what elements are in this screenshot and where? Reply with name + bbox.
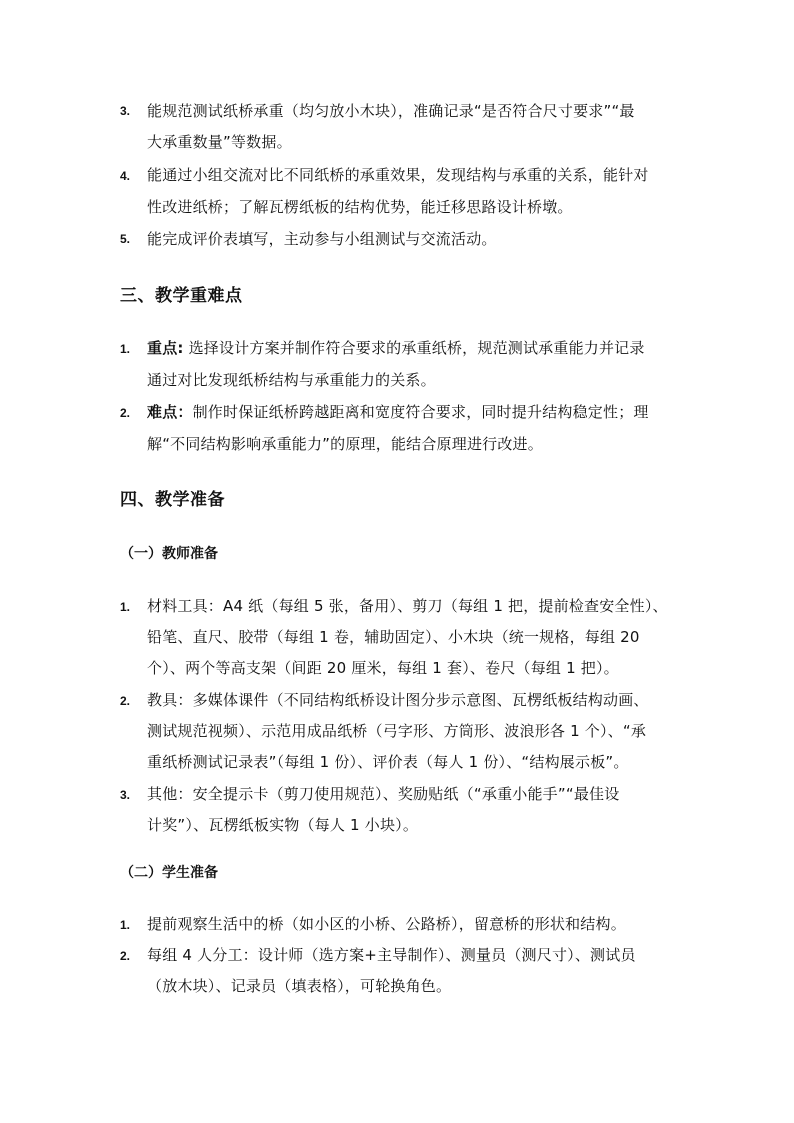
list-item-text: 提前观察生活中的桥（如小区的小桥、公路桥），留意桥的形状和结构。 [147, 915, 626, 933]
list-item-text: 性改进纸桥；了解瓦楞纸板的结构优势，能迁移思路设计桥墩。 [147, 198, 573, 216]
list-item-text: 测试规范视频）、示范用成品纸桥（弓字形、方筒形、波浪形各 1 个）、“承 [147, 722, 647, 740]
list-number: 1. [120, 342, 131, 356]
keyword-label: 重点: [147, 339, 184, 357]
list-item-text: 通过对比发现纸桥结构与承重能力的关系。 [147, 371, 436, 389]
section-heading: 四、教学准备 [120, 490, 225, 510]
list-item-text: 重纸桥测试记录表”（每组 1 份）、评价表（每人 1 份）、“结构展示板”。 [147, 753, 629, 771]
list-number: 2. [120, 694, 131, 708]
list-number: 3. [120, 788, 131, 802]
list-number: 2. [120, 406, 131, 420]
list-item-rest: 制作时保证纸桥跨越距离和宽度符合要求，同时提升结构稳定性；理 [192, 403, 649, 421]
list-item-text: 大承重数量”等数据。 [147, 133, 292, 151]
list-item-text: 教具：多媒体课件（不同结构纸桥设计图分步示意图、瓦楞纸板结构动画、 [147, 691, 649, 709]
list-item-text: 解“不同结构影响承重能力”的原理，能结合原理进行改进。 [147, 435, 543, 453]
list-item-text: 铅笔、直尺、胶带（每组 1 卷，辅助固定）、小木块（统一规格，每组 20 [147, 628, 640, 646]
section-heading: 三、教学重难点 [120, 286, 243, 306]
list-item-text: 个）、两个等高支架（间距 20 厘米，每组 1 套）、卷尺（每组 1 把）。 [147, 659, 619, 677]
list-item-text: 能完成评价表填写，主动参与小组测试与交流活动。 [147, 230, 497, 248]
list-item-text: 其他：安全提示卡（剪刀使用规范）、奖励贴纸（“承重小能手”“最佳设 [147, 785, 620, 803]
subsection-heading: （一）教师准备 [120, 546, 218, 562]
list-item-text: 每组 4 人分工：设计师（选方案+主导制作）、测量员（测尺寸）、测试员 [147, 946, 636, 964]
list-item-rest: 选择设计方案并制作符合要求的承重纸桥，规范测试承重能力并记录 [183, 339, 645, 357]
list-item-text: （放木块）、记录员（填表格），可轮换角色。 [147, 977, 452, 995]
list-item-text [147, 401, 649, 422]
list-number: 2. [120, 949, 131, 963]
list-number: 4. [120, 169, 131, 183]
list-item-text: 能通过小组交流对比不同纸桥的承重效果，发现结构与承重的关系，能针对 [147, 166, 649, 184]
subsection-heading: （二）学生准备 [120, 865, 218, 881]
list-item-text: 计奖”）、瓦楞纸板实物（每人 1 小块）。 [147, 816, 419, 834]
list-item-text: 能规范测试纸桥承重（均匀放小木块），准确记录“是否符合尺寸要求”“最 [147, 102, 635, 120]
list-number: 3. [120, 104, 131, 118]
keyword-label: 难点： [147, 403, 193, 421]
list-number: 1. [120, 600, 131, 614]
list-number: 5. [120, 232, 131, 246]
list-item-text: 材料工具：A4 纸（每组 5 张，备用）、剪刀（每组 1 把，提前检查安全性）、 [147, 597, 668, 615]
list-item-text [147, 337, 645, 358]
list-number: 1. [120, 918, 131, 932]
